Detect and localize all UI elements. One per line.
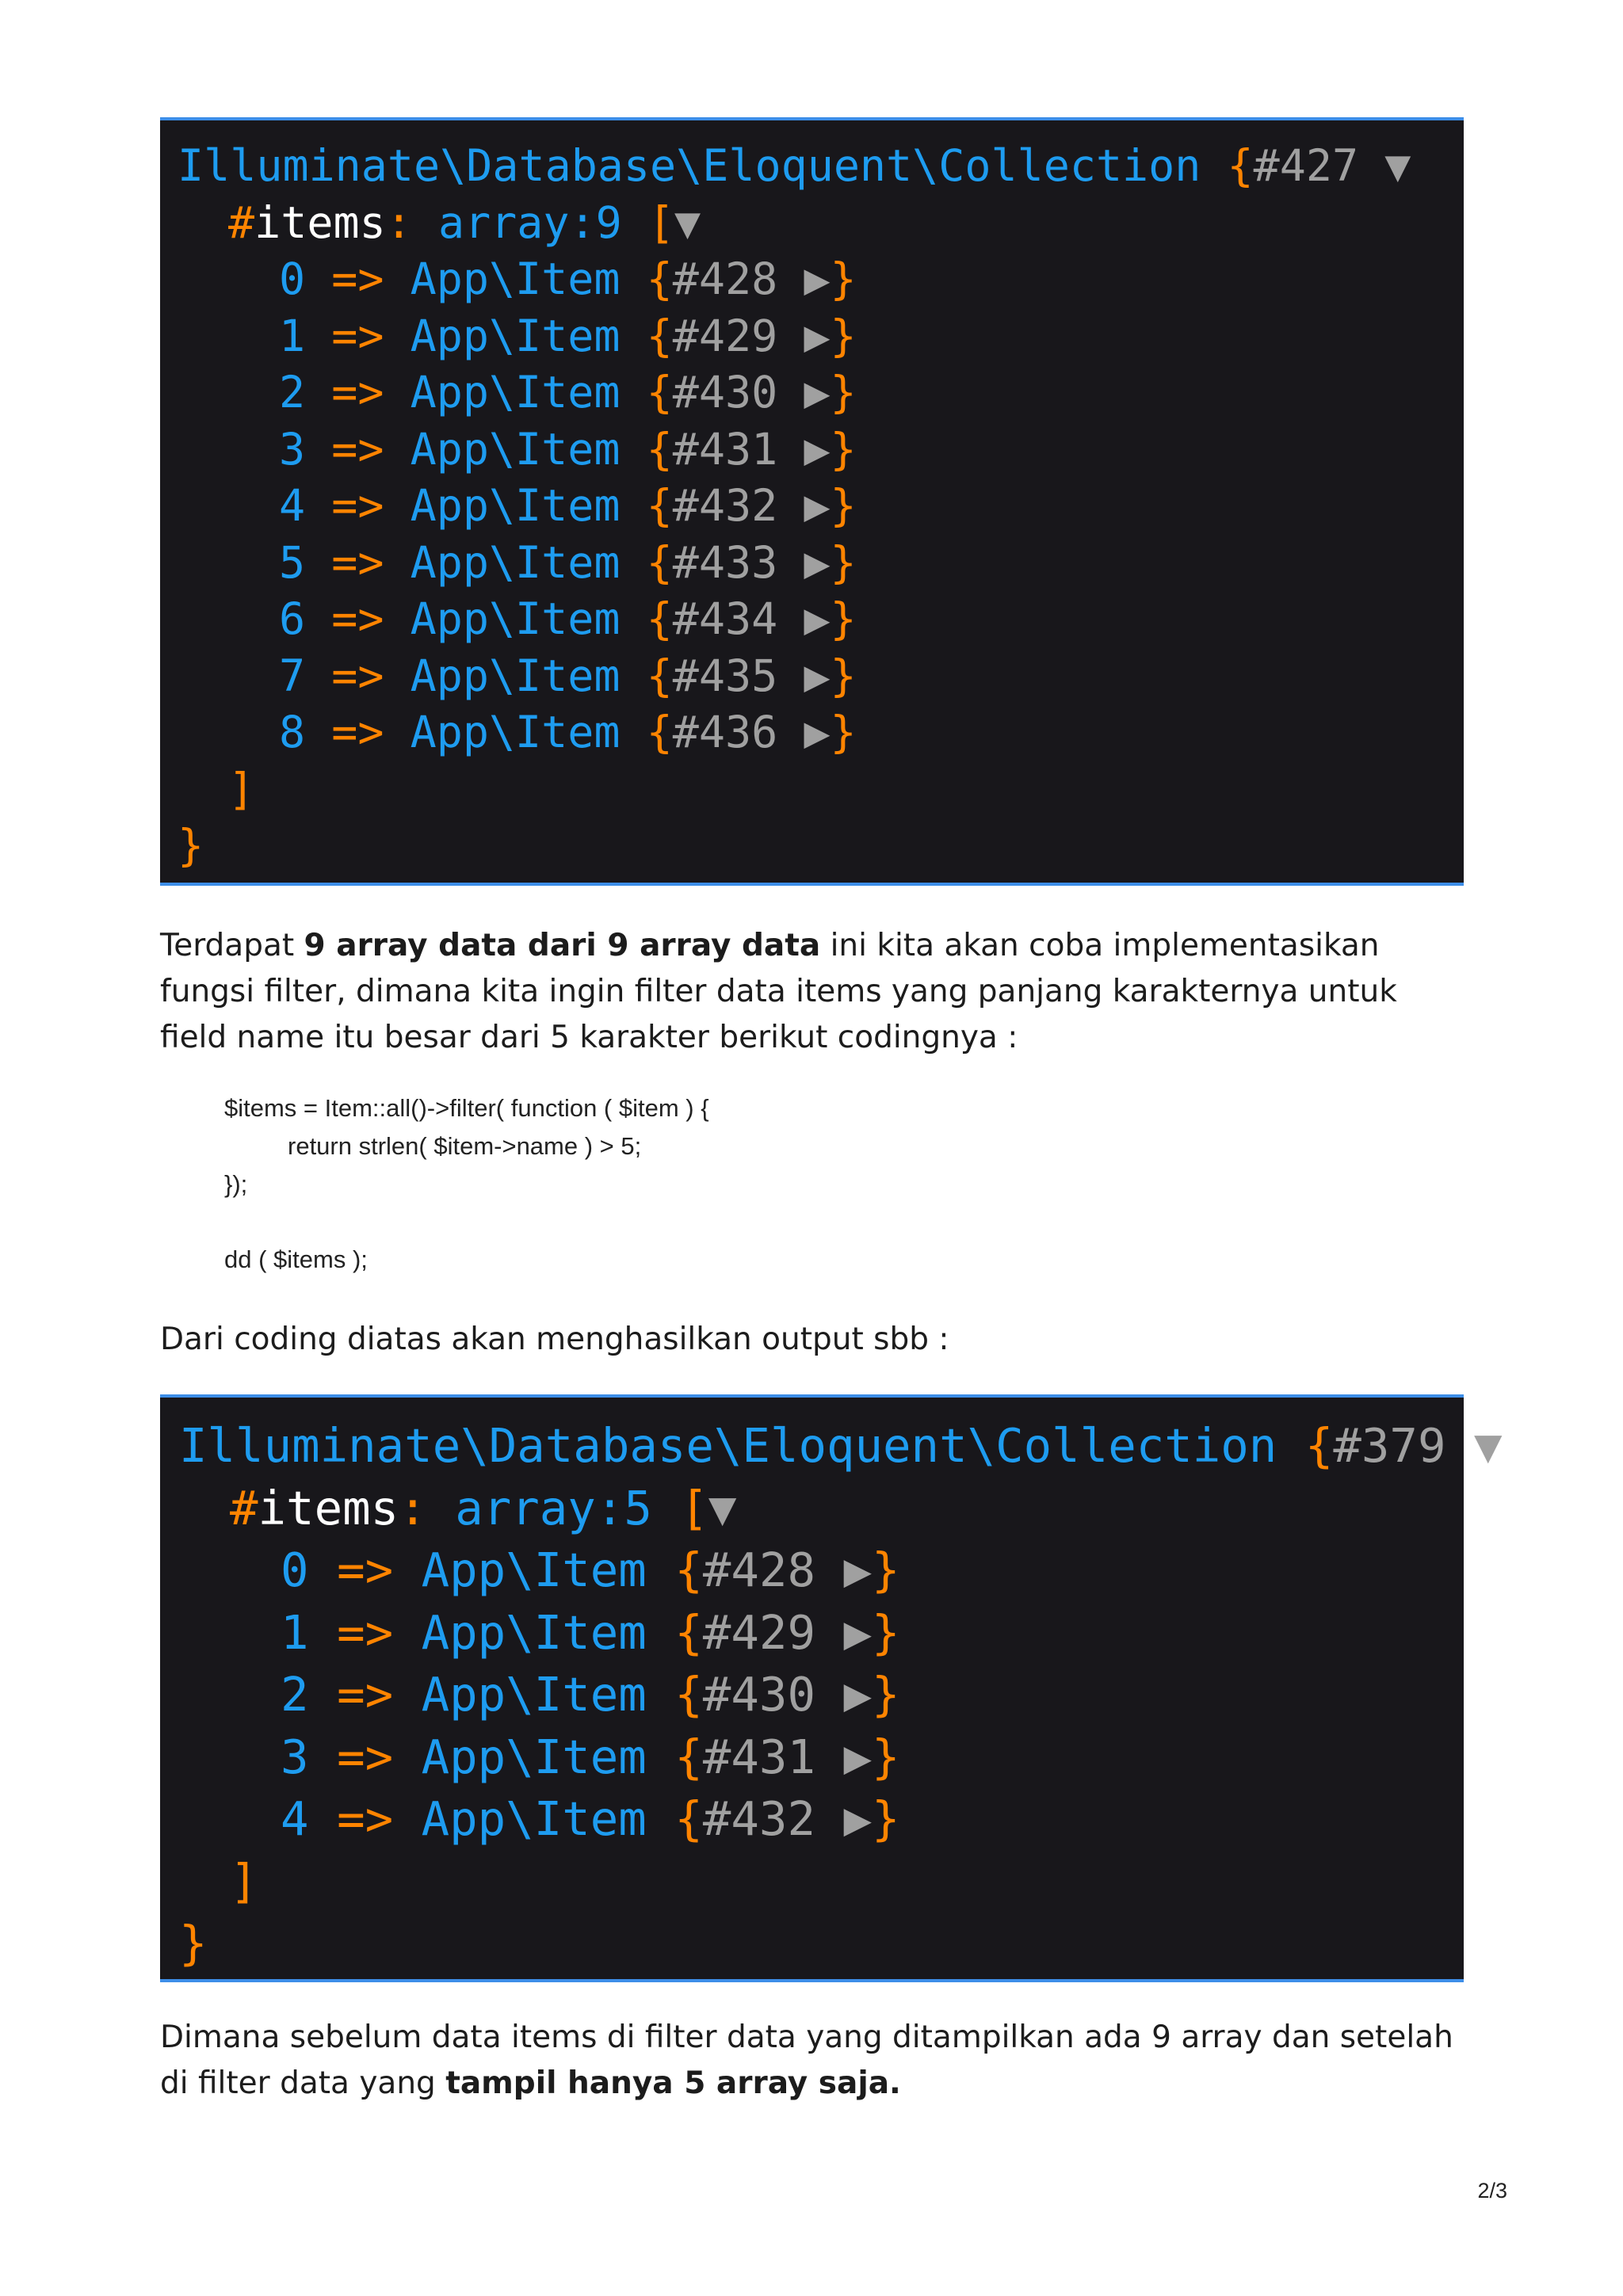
item-row (178, 308, 1464, 365)
item-class: App\Item (421, 1667, 647, 1722)
item-class: App\Item (410, 707, 621, 757)
expand-toggle-icon[interactable]: ▶ (843, 1791, 873, 1846)
arrow-operator: => (331, 480, 384, 531)
item-object-id: #429 (702, 1604, 815, 1660)
collection-class-name: Illuminate\Database\Eloquent\Collection (179, 1418, 1277, 1473)
arrow-operator: => (337, 1604, 394, 1660)
item-object-id: #433 (672, 536, 778, 588)
bracket-close: ] (228, 763, 255, 814)
arrow-operator: => (331, 423, 384, 475)
brace-open: { (674, 1791, 703, 1846)
paragraph-output-intro: Dari coding diatas akan menghasilkan output sbb : (160, 1322, 949, 1357)
bracket-open: [ (647, 196, 674, 248)
bracket-close: ] (230, 1853, 258, 1909)
item-object-id: #434 (672, 593, 778, 644)
colon: : (399, 1480, 427, 1535)
brace-close: } (830, 310, 857, 361)
expand-toggle-icon[interactable]: ▶ (804, 707, 831, 757)
item-index: 6 (279, 593, 306, 644)
property-name: items (258, 1480, 399, 1535)
item-index: 2 (279, 367, 306, 418)
brace-open: { (674, 1604, 703, 1660)
brace-open: { (646, 707, 673, 757)
arrow-operator: => (337, 1667, 394, 1722)
item-row (179, 1539, 1464, 1602)
brace-close: } (179, 1916, 208, 1970)
item-object-id: #432 (672, 480, 778, 531)
expand-toggle-icon[interactable]: ▶ (804, 254, 831, 304)
page-number: 2/3 (1477, 2179, 1507, 2203)
arrow-operator: => (331, 536, 384, 588)
collapse-toggle-icon[interactable]: ▼ (674, 196, 701, 248)
item-class: App\Item (410, 367, 621, 418)
paragraph-conclusion (160, 2015, 1464, 2107)
expand-toggle-icon[interactable]: ▶ (804, 480, 831, 531)
item-class: App\Item (421, 1791, 647, 1846)
brace-open: { (646, 593, 673, 644)
item-row (178, 704, 1464, 761)
arrow-operator: => (331, 367, 384, 418)
item-index: 0 (281, 1543, 309, 1597)
item-row (179, 1788, 1464, 1851)
brace-open: { (1304, 1418, 1334, 1473)
brace-open: { (1227, 140, 1254, 191)
paragraph-text: Terdapat (160, 928, 304, 963)
arrow-operator: => (331, 650, 384, 701)
items-property (178, 195, 1464, 252)
expand-toggle-icon[interactable]: ▶ (804, 650, 831, 701)
code-line-2: return strlen( $item->name ) > 5; (288, 1132, 642, 1160)
item-index: 1 (279, 310, 306, 361)
code-line-4: dd ( $items ); (224, 1245, 368, 1273)
brace-close: } (830, 536, 857, 588)
brace-close: } (830, 254, 857, 304)
brace-open: { (646, 423, 673, 475)
brace-close: } (872, 1729, 900, 1784)
item-class: App\Item (410, 593, 621, 644)
item-class: App\Item (410, 310, 621, 361)
brace-open: { (646, 536, 673, 588)
item-index: 2 (281, 1667, 309, 1722)
brace-close: } (830, 367, 857, 418)
item-object-id: #428 (702, 1543, 815, 1597)
collapse-toggle-icon[interactable]: ▼ (1474, 1418, 1503, 1473)
brace-open: { (674, 1543, 703, 1597)
bracket-open: [ (680, 1480, 708, 1535)
item-class: App\Item (421, 1543, 647, 1597)
hash-symbol: # (230, 1480, 258, 1535)
item-object-id: #430 (672, 367, 778, 418)
code-line-3: }); (224, 1170, 248, 1198)
paragraph-bold-text: 9 array data dari 9 array data (304, 928, 821, 963)
arrow-operator: => (331, 310, 384, 361)
brace-open: { (646, 367, 673, 418)
item-object-id: #432 (702, 1791, 815, 1846)
item-object-id: #435 (672, 650, 778, 701)
item-class: App\Item (410, 650, 621, 701)
collapse-toggle-icon[interactable]: ▼ (708, 1480, 737, 1535)
brace-close: } (178, 820, 204, 871)
item-class: App\Item (410, 480, 621, 531)
item-object-id: #428 (672, 254, 778, 304)
arrow-operator: => (337, 1543, 394, 1597)
item-class: App\Item (410, 536, 621, 588)
expand-toggle-icon[interactable]: ▶ (804, 593, 831, 644)
item-row (178, 591, 1464, 648)
dump-output-before-filter (160, 117, 1464, 886)
item-class: App\Item (421, 1604, 647, 1660)
collection-class-name: Illuminate\Database\Eloquent\Collection (178, 140, 1201, 191)
expand-toggle-icon[interactable]: ▶ (843, 1604, 873, 1660)
item-row (178, 478, 1464, 535)
brace-open: { (646, 480, 673, 531)
brace-open: { (646, 650, 673, 701)
brace-close: } (872, 1791, 900, 1846)
arrow-operator: => (331, 707, 384, 757)
paragraph-intro (160, 923, 1464, 1061)
brace-close: } (830, 593, 857, 644)
item-class: App\Item (410, 254, 621, 304)
items-property (179, 1478, 1464, 1540)
collapse-toggle-icon[interactable]: ▼ (1384, 140, 1411, 191)
item-row (179, 1602, 1464, 1665)
brace-open: { (674, 1729, 703, 1784)
item-index: 1 (281, 1604, 309, 1660)
arrow-operator: => (337, 1791, 394, 1846)
item-object-id: #430 (702, 1667, 815, 1722)
property-type: array:9 (437, 196, 622, 248)
expand-toggle-icon[interactable]: ▶ (804, 536, 831, 588)
paragraph-bold-text: tampil hanya 5 array saja. (445, 2065, 901, 2101)
brace-close: } (830, 480, 857, 531)
brace-open: { (646, 310, 673, 361)
brace-close: } (872, 1543, 900, 1597)
item-object-id: #429 (672, 310, 778, 361)
expand-toggle-icon[interactable]: ▶ (804, 310, 831, 361)
item-row (179, 1726, 1464, 1789)
dump-header (178, 138, 1464, 195)
item-row (179, 1664, 1464, 1726)
item-row (178, 251, 1464, 308)
item-row (178, 421, 1464, 479)
hash-symbol: # (228, 196, 255, 248)
expand-toggle-icon[interactable]: ▶ (843, 1543, 873, 1597)
colon: : (385, 196, 412, 248)
item-index: 4 (281, 1791, 309, 1846)
brace-close: } (872, 1604, 900, 1660)
item-object-id: #431 (702, 1729, 815, 1784)
arrow-operator: => (331, 593, 384, 644)
item-class: App\Item (410, 423, 621, 475)
item-index: 5 (279, 536, 306, 588)
item-index: 4 (279, 480, 306, 531)
dump-header (179, 1415, 1503, 1478)
dump-output-after-filter (160, 1394, 1503, 1982)
item-index: 8 (279, 707, 306, 757)
arrow-operator: => (331, 254, 384, 304)
property-type: array:5 (455, 1480, 652, 1535)
item-object-id: #431 (672, 423, 778, 475)
item-index: 7 (279, 650, 306, 701)
expand-toggle-icon[interactable]: ▶ (843, 1729, 873, 1784)
brace-close: } (830, 423, 857, 475)
arrow-operator: => (337, 1729, 394, 1784)
item-row (178, 364, 1464, 421)
item-index: 0 (279, 254, 306, 304)
brace-close: } (830, 707, 857, 757)
brace-close: } (872, 1667, 900, 1722)
brace-open: { (674, 1667, 703, 1722)
paragraph-text: Dimana sebelum data items di filter data yang ditampilkan ada 9 array dan setelah di filter data yang (160, 2019, 1453, 2101)
expand-toggle-icon[interactable]: ▶ (804, 423, 831, 475)
brace-open: { (646, 254, 673, 304)
paragraph-text: ini kita akan coba implementasikan fungsi filter, dimana kita ingin filter data items yang panjang karakternya untuk field name itu besar dari 5 karakter berikut codingnya : (160, 928, 1397, 1055)
code-line-1: $items = Item::all()->filter( function ( $item ) { (224, 1094, 709, 1122)
item-index: 3 (279, 423, 306, 475)
item-object-id: #436 (672, 707, 778, 757)
item-index: 3 (281, 1729, 309, 1784)
expand-toggle-icon[interactable]: ▶ (804, 367, 831, 418)
expand-toggle-icon[interactable]: ▶ (843, 1667, 873, 1722)
item-row (178, 535, 1464, 592)
item-class: App\Item (421, 1729, 647, 1784)
property-name: items (254, 196, 386, 248)
object-id: #427 (1253, 140, 1359, 191)
brace-close: } (830, 650, 857, 701)
object-id: #379 (1333, 1418, 1446, 1473)
item-row (178, 648, 1464, 705)
